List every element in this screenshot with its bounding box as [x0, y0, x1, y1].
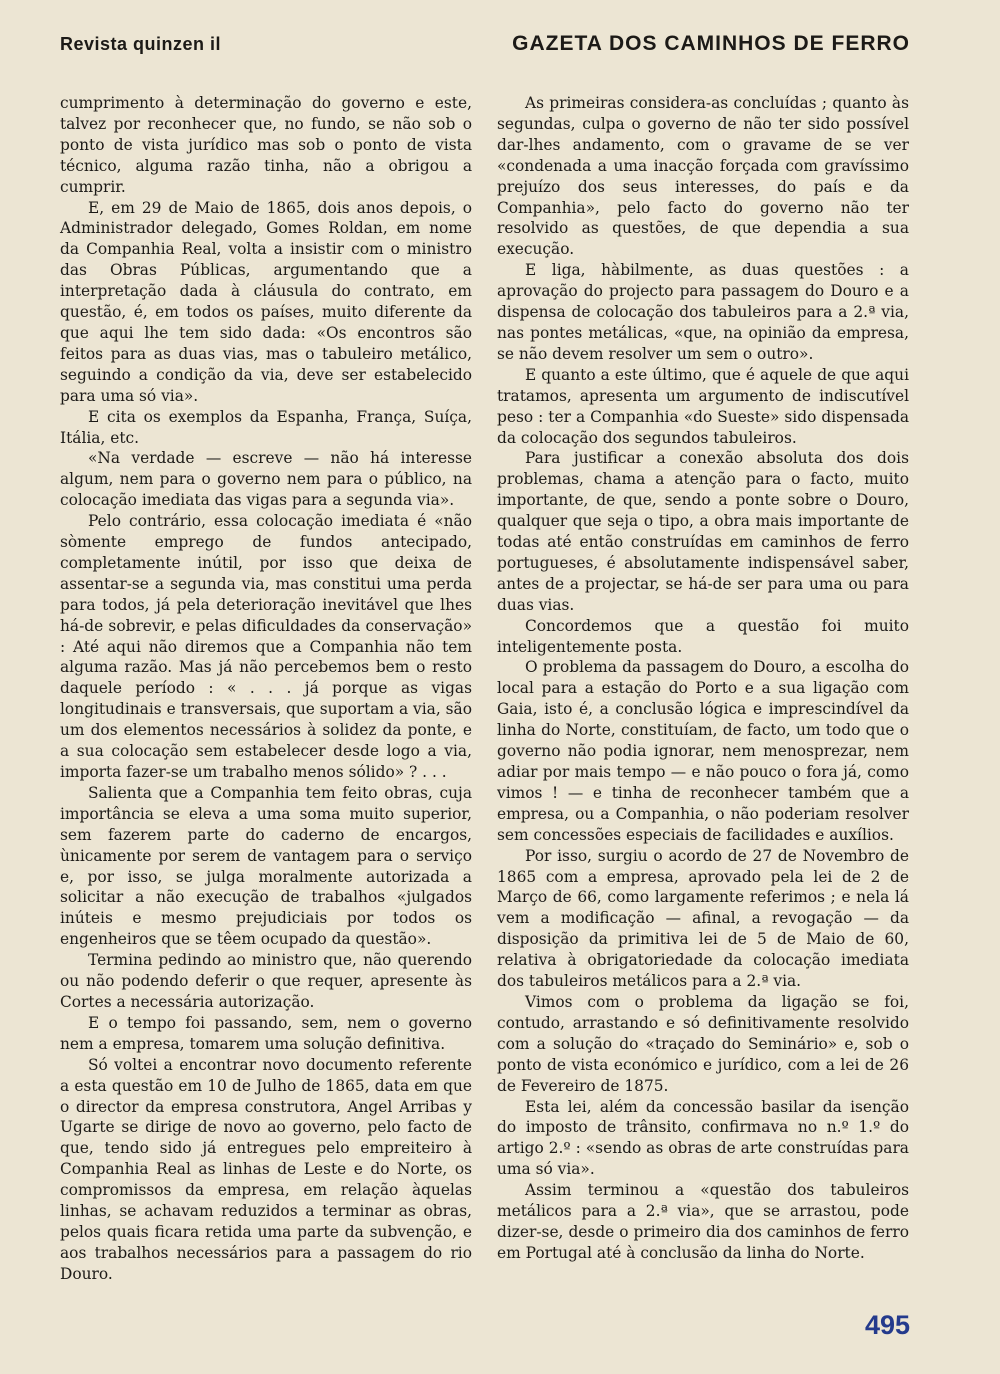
right-column: [497, 93, 909, 1264]
paragraph: As primeiras considera-as concluídas ; quanto às segundas, culpa o governo de não ter sido possível dar-lhes andamento, com o gravame de se ver «condenada a uma inacção forçada com gravíssimo prejuízo dos seus interesses, do país e da Companhia», pelo facto do governo não ter resolvido as questões, de que dependia a sua execução.: [497, 94, 909, 259]
header-publication-title: GAZETA DOS CAMINHOS DE FERRO: [512, 32, 910, 55]
page-header: [60, 30, 910, 64]
paragraph: O problema da passagem do Douro, a escolha do local para a estação do Porto e a sua ligação com Gaia, isto é, a conclusão lógica e imprescindível da linha do Norte, constituíam, de facto, um todo que o governo não podia ignorar, nem menosprezar, nem adiar por mais tempo — e não pouco o fora já, como vimos ! — e tinha de reconhecer também que a empresa, ou a Companhia, o não poderiam resolver sem concessões especiais de facilidades e auxílios.: [497, 658, 909, 844]
paragraph: E quanto a este último, que é aquele de que aqui tratamos, apresenta um argumento de indiscutível peso : ter a Companhia «do Sueste» sido dispensada da colocação dos segundos tabuleiros.: [497, 365, 909, 447]
paragraph: E o tempo foi passando, sem, nem o governo nem a empresa, tomarem uma solução definitiva.: [60, 1013, 472, 1053]
paragraph: Concordemos que a questão foi muito inteligentemente posta.: [497, 616, 909, 656]
left-column: [60, 93, 472, 1285]
page-number: 495: [864, 1310, 910, 1340]
paragraph: «Na verdade — escreve — não há interesse algum, nem para o governo nem para o público, na colocação imediata das vigas para a segunda via».: [60, 449, 472, 510]
paragraph: Salienta que a Companhia tem feito obras, cuja importância se eleva a uma soma muito superior, sem fazerem parte do caderno de encargos, ùnicamente por serem de vantagem para o serviço e, por isso, se julga moralmente autorizada a solicitar a não execução de trabalhos «julgados inúteis e mesmo prejudiciais por todos os engenheiros que se têem ocupado da questão».: [60, 783, 472, 949]
paragraph: E, em 29 de Maio de 1865, dois anos depois, o Administrador delegado, Gomes Roldan, em nome da Companhia Real, volta a insistir com o ministro das Obras Públicas, argumentando que a interpretação dada à cláusula do contrato, em questão, é, em todos os países, muito diferente da que aqui lhe tem sido dada: «Os encontros são feitos para as duas vias, mas o tabuleiro metálico, seguindo a condição da via, deve ser estabelecido para uma só via».: [60, 198, 472, 405]
paragraph: Esta lei, além da concessão basilar da isenção do imposto de trânsito, confirmava no n.º 1.º do artigo 2.º : «sendo as obras de arte construídas para uma só via».: [497, 1097, 909, 1179]
paragraph: E cita os exemplos da Espanha, França, Suíça, Itália, etc.: [60, 407, 472, 447]
paragraph: Pelo contrário, essa colocação imediata é «não sòmente emprego de fundos antecipado, completamente inútil, por isso que deixa de assentar-se a segunda via, mas constitui uma perda para todos, já pela deterioração inevitável que lhes há-de sobrevir, e pelas dificuldades da conservação» : Até aqui não diremos que a Companhia não tem alguma razão. Mas já não percebemos bem o resto daquele período : « . . . já porque as vigas longitudinais e transversais, que suportam a via, são um dos elementos necessários à solidez da ponte, e a sua colocação sem estabelecer desde logo a via, importa fazer-se um trabalho menos sólido» ? . . .: [60, 512, 472, 781]
paragraph: Vimos com o problema da ligação se foi, contudo, arrastando e só definitivamente resolvido com a solução do «traçado do Seminário» e, sob o ponto de vista económico e jurídico, com a lei de 26 de Fevereiro de 1875.: [497, 992, 909, 1095]
paragraph: E liga, hàbilmente, as duas questões : a aprovação do projecto para passagem do Douro e a dispensa de colocação dos tabuleiros para a 2.ª via, nas pontes metálicas, «que, na opinião da empresa, se não devem resolver um sem o outro».: [497, 261, 909, 363]
paragraph: Por isso, surgiu o acordo de 27 de Novembro de 1865 com a empresa, aprovado pela lei de 2 de Março de 66, como largamente referimos ; e nela lá vem a modificação — afinal, a revogação — da disposição da primitiva lei de 5 de Maio de 60, relativa à obrigatoriedade da colocação imediata dos tabuleiros metálicos para a 2.ª via.: [497, 846, 909, 991]
paragraph: cumprimento à determinação do governo e este, talvez por reconhecer que, no fundo, se não sob o ponto de vista jurídico mas sob o ponto de vista técnico, alguma razão tinha, não a obrigou a cumprir.: [60, 94, 472, 196]
paragraph: Termina pedindo ao ministro que, não querendo ou não podendo deferir o que requer, apresente às Cortes a necessária autorização.: [60, 951, 472, 1011]
paragraph: Só voltei a encontrar novo documento referente a esta questão em 10 de Julho de 1865, data em que o director da empresa construtora, Angel Arribas y Ugarte se dirige de novo ao governo, pelo facto de que, tendo sido já entregues pelo empreiteiro à Companhia Real as linhas de Leste e do Norte, os compromissos da empresa, em relação àquelas linhas, se achavam reduzidos a terminar as obras, pelos quais ficara retida uma parte da subvenção, e aos trabalhos necessários para a passagem do rio Douro.: [60, 1055, 472, 1283]
paragraph: Para justificar a conexão absoluta dos dois problemas, chama a atenção para o facto, muito importante, de que, sendo a ponte sobre o Douro, qualquer que seja o tipo, a obra mais importante de todas até então construídas em caminhos de ferro portugueses, é absolutamente indispensável saber, antes de a projectar, se há-de ser para uma ou para duas vias.: [497, 449, 909, 614]
paragraph: Assim terminou a «questão dos tabuleiros metálicos para a 2.ª via», que se arrastou, pode dizer-se, desde o primeiro dia dos caminhos de ferro em Portugal até à conclusão da linha do Norte.: [497, 1181, 909, 1262]
header-section-label: Revista quinzen il: [60, 34, 222, 54]
